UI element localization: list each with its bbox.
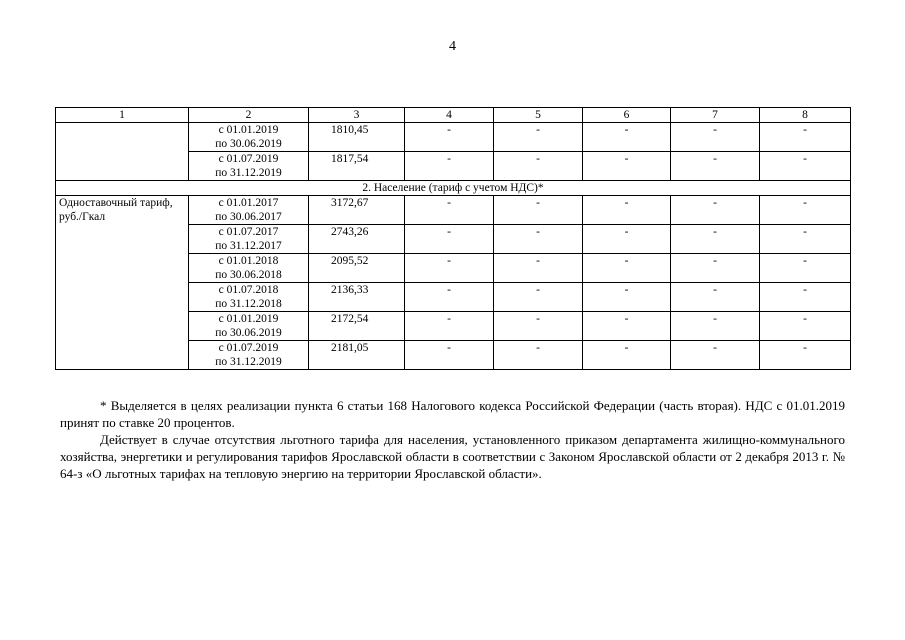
- header-cell: 5: [494, 108, 583, 123]
- tariff-table: [55, 107, 851, 370]
- cell: -: [405, 123, 494, 152]
- table-header-row: [56, 108, 851, 123]
- period-cell: с 01.01.2018 по 30.06.2018: [189, 254, 309, 283]
- header-cell: 4: [405, 108, 494, 123]
- cell: -: [760, 254, 851, 283]
- header-cell: 2: [189, 108, 309, 123]
- cell: -: [671, 283, 760, 312]
- cell: -: [760, 312, 851, 341]
- value-cell: 2095,52: [309, 254, 405, 283]
- cell: -: [760, 341, 851, 370]
- cell: -: [494, 152, 583, 181]
- period-cell: с 01.07.2018 по 31.12.2018: [189, 283, 309, 312]
- cell: -: [405, 254, 494, 283]
- footnotes: [60, 397, 845, 482]
- cell: -: [494, 312, 583, 341]
- cell: -: [405, 312, 494, 341]
- cell: -: [405, 196, 494, 225]
- period-cell: с 01.01.2019 по 30.06.2019: [189, 123, 309, 152]
- cell: -: [583, 123, 671, 152]
- table-row: [56, 123, 851, 152]
- header-cell: 7: [671, 108, 760, 123]
- value-cell: 1817,54: [309, 152, 405, 181]
- cell: -: [405, 341, 494, 370]
- cell: -: [760, 196, 851, 225]
- cell: -: [760, 123, 851, 152]
- cell: -: [583, 225, 671, 254]
- header-cell: 8: [760, 108, 851, 123]
- header-cell: 1: [56, 108, 189, 123]
- value-cell: 2172,54: [309, 312, 405, 341]
- section-heading-row: [56, 181, 851, 196]
- empty-label-cell: [56, 123, 189, 181]
- value-cell: 3172,67: [309, 196, 405, 225]
- cell: -: [760, 283, 851, 312]
- tariff-label-cell: Одноставочный тариф, руб./Гкал: [56, 196, 189, 370]
- cell: -: [760, 152, 851, 181]
- table-row: [56, 196, 851, 225]
- period-cell: с 01.07.2017 по 31.12.2017: [189, 225, 309, 254]
- cell: -: [583, 152, 671, 181]
- cell: -: [494, 196, 583, 225]
- cell: -: [671, 225, 760, 254]
- cell: -: [671, 123, 760, 152]
- cell: -: [405, 283, 494, 312]
- value-cell: 2136,33: [309, 283, 405, 312]
- cell: -: [494, 341, 583, 370]
- value-cell: 2181,05: [309, 341, 405, 370]
- cell: -: [760, 225, 851, 254]
- cell: -: [583, 283, 671, 312]
- cell: -: [405, 225, 494, 254]
- footnote-applicability: Действует в случае отсутствия льготного тарифа для населения, установленного приказом департамента жилищно-коммунального хозяйства, энергетики и регулирования тарифов Ярославской области в соответствии с Законом Ярославской области от 2 декабря 2013 г. № 64-з «О льготных тарифах на тепловую энергию на территории Ярославской области».: [60, 432, 845, 481]
- value-cell: 1810,45: [309, 123, 405, 152]
- value-cell: 2743,26: [309, 225, 405, 254]
- cell: -: [494, 225, 583, 254]
- period-cell: с 01.07.2019 по 31.12.2019: [189, 152, 309, 181]
- period-cell: с 01.01.2019 по 30.06.2019: [189, 312, 309, 341]
- cell: -: [671, 152, 760, 181]
- cell: -: [671, 254, 760, 283]
- cell: -: [494, 283, 583, 312]
- header-cell: 6: [583, 108, 671, 123]
- header-cell: 3: [309, 108, 405, 123]
- section-heading: 2. Население (тариф с учетом НДС)*: [56, 181, 851, 196]
- page-number: 4: [449, 39, 456, 54]
- cell: -: [494, 123, 583, 152]
- cell: -: [671, 196, 760, 225]
- cell: -: [671, 341, 760, 370]
- cell: -: [583, 196, 671, 225]
- cell: -: [405, 152, 494, 181]
- footnote-vat: * Выделяется в целях реализации пункта 6 статьи 168 Налогового кодекса Российской Федерации (часть вторая). НДС с 01.01.2019 принят по ставке 20 процентов.: [60, 398, 845, 430]
- cell: -: [494, 254, 583, 283]
- cell: -: [583, 254, 671, 283]
- cell: -: [583, 312, 671, 341]
- period-cell: с 01.07.2019 по 31.12.2019: [189, 341, 309, 370]
- period-cell: с 01.01.2017 по 30.06.2017: [189, 196, 309, 225]
- cell: -: [583, 341, 671, 370]
- cell: -: [671, 312, 760, 341]
